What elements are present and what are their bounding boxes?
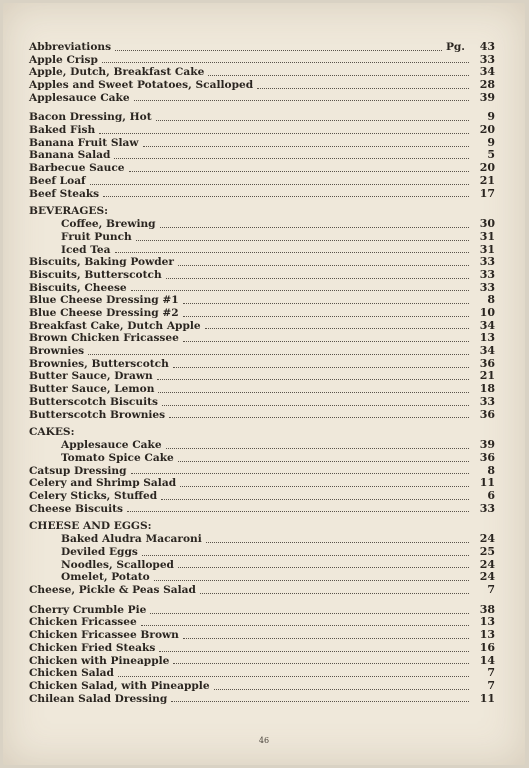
index-entry: [29, 358, 495, 371]
dot-leader: [200, 593, 469, 594]
entry-page-number: 21: [479, 369, 495, 383]
index-entry: [29, 162, 495, 175]
entry-page-number: 33: [479, 255, 495, 269]
dot-leader: [178, 461, 469, 462]
dot-leader: [160, 227, 469, 228]
entry-page-number: 33: [479, 394, 495, 408]
index-entry: [29, 307, 495, 320]
page-abbreviation: Pg.: [445, 40, 465, 53]
index-entry: [29, 256, 495, 269]
entry-page-number: 36: [479, 356, 495, 370]
entry-page-number: 14: [479, 653, 495, 667]
dot-leader: [169, 417, 469, 418]
entry-page-number: 16: [479, 640, 495, 654]
entry-label: Chicken with Pineapple: [29, 654, 170, 667]
entry-page-number: 21: [479, 173, 495, 187]
index-entry: [29, 452, 495, 465]
entry-label: Noodles, Scalloped: [61, 558, 174, 571]
dot-leader: [159, 651, 469, 652]
dot-leader: [257, 88, 469, 89]
entry-label: Banana Fruit Slaw: [29, 136, 139, 149]
entry-label: Baked Fish: [29, 124, 96, 137]
dot-leader: [178, 567, 469, 568]
entry-label: Butterscotch Brownies: [29, 408, 166, 421]
entry-label: Omelet, Potato: [61, 571, 150, 584]
entry-label: Chilean Salad Dressing: [29, 692, 168, 705]
entry-label: Banana Salad: [29, 149, 111, 162]
index-entry: [29, 79, 495, 92]
entry-page-number: 39: [479, 90, 495, 104]
dot-leader: [183, 638, 469, 639]
dot-leader: [142, 555, 469, 556]
dot-leader: [205, 328, 469, 329]
entry-label: Barbecue Sauce: [29, 162, 125, 175]
index-entry: [29, 231, 495, 244]
entry-label: Chicken Fricassee: [29, 616, 137, 629]
index-entry: [29, 477, 495, 490]
dot-leader: [156, 120, 469, 121]
entry-page-number: 36: [479, 407, 495, 421]
entry-label: Beef Loaf: [29, 174, 86, 187]
entry-label: Beef Steaks: [29, 187, 100, 200]
index-entry: [29, 667, 495, 680]
index-entry: [29, 571, 495, 584]
dot-leader: [166, 448, 469, 449]
entry-page-number: 7: [487, 666, 495, 680]
index-entry: [29, 465, 495, 478]
entry-label: Biscuits, Cheese: [29, 281, 127, 294]
entry-label: Cheese Biscuits: [29, 502, 123, 515]
entry-label: Applesauce Cake: [61, 439, 162, 452]
entry-label: Bacon Dressing, Hot: [29, 111, 152, 124]
dot-leader: [115, 252, 469, 253]
entry-page-number: 31: [479, 242, 495, 256]
index-entry: [29, 124, 495, 137]
dot-leader: [103, 196, 469, 197]
entry-page-number: 7: [487, 678, 495, 692]
index-entry: [29, 218, 495, 231]
entry-page-number: 36: [479, 450, 495, 464]
index-entry: [29, 617, 495, 630]
index-entry: [29, 188, 495, 201]
index-entry: [29, 332, 495, 345]
dot-leader: [183, 303, 469, 304]
index-list: [29, 41, 495, 705]
entry-label: Celery and Shrimp Salad: [29, 477, 177, 490]
entry-page-number: 13: [479, 628, 495, 642]
entry-page-number: 9: [487, 110, 495, 124]
index-entry: [29, 244, 495, 257]
dot-leader: [134, 100, 469, 101]
index-entry: [29, 41, 495, 54]
dot-leader: [157, 379, 469, 380]
entry-label: Iced Tea: [61, 243, 111, 256]
entry-label: Chicken Salad: [29, 667, 114, 680]
entry-page-number: 20: [479, 161, 495, 175]
entry-page-number: 34: [479, 318, 495, 332]
entry-page-number: 33: [479, 501, 495, 515]
index-entry: [29, 693, 495, 706]
dot-leader: [208, 75, 469, 76]
entry-page-number: 24: [479, 532, 495, 546]
dot-leader: [131, 290, 469, 291]
group-spacer: [29, 597, 495, 604]
dot-leader: [143, 146, 469, 147]
entry-page-number: 6: [487, 488, 495, 502]
index-entry: [29, 383, 495, 396]
dot-leader: [206, 542, 469, 543]
index-entry: [29, 320, 495, 333]
index-entry: [29, 559, 495, 572]
index-page: [3, 3, 525, 765]
entry-page-number: 8: [487, 293, 495, 307]
entry-label: Blue Cheese Dressing #1: [29, 294, 179, 307]
entry-page-number: 18: [479, 382, 495, 396]
entry-page-number: 33: [479, 280, 495, 294]
dot-leader: [171, 701, 469, 702]
entry-page-number: 17: [479, 186, 495, 200]
dot-leader: [158, 392, 469, 393]
entry-label: Apple, Dutch, Breakfast Cake: [29, 66, 205, 79]
index-entry: [29, 533, 495, 546]
entry-page-number: 5: [487, 148, 495, 162]
entry-label: Brown Chicken Fricassee: [29, 332, 179, 345]
entry-page-number: 38: [479, 602, 495, 616]
dot-leader: [161, 499, 469, 500]
index-entry: [29, 137, 495, 150]
index-entry: [29, 175, 495, 188]
entry-label: Abbreviations: [29, 40, 112, 53]
index-entry: [29, 409, 495, 422]
section-heading-beverages: BEVERAGES:: [29, 205, 109, 218]
index-entry: [29, 439, 495, 452]
entry-page-number: 28: [479, 78, 495, 92]
index-entry: [29, 503, 495, 516]
dot-leader: [136, 240, 469, 241]
entry-page-number: 33: [479, 267, 495, 281]
entry-label: Deviled Eggs: [61, 546, 138, 559]
entry-label: Butter Sauce, Lemon: [29, 383, 155, 396]
dot-leader: [154, 580, 469, 581]
entry-page-number: 10: [479, 306, 495, 320]
entry-page-number: 13: [479, 331, 495, 345]
dot-leader: [115, 50, 442, 51]
entry-label: Brownies, Butterscotch: [29, 357, 169, 370]
entry-label: Blue Cheese Dressing #2: [29, 307, 179, 320]
entry-page-number: 34: [479, 65, 495, 79]
dot-leader: [183, 316, 469, 317]
entry-page-number: 11: [479, 476, 495, 490]
dot-leader: [88, 354, 469, 355]
entry-label: Apples and Sweet Potatoes, Scalloped: [29, 79, 254, 92]
dot-leader: [178, 265, 469, 266]
entry-page-number: 31: [479, 229, 495, 243]
index-entry: [29, 111, 495, 124]
index-entry: [29, 546, 495, 559]
entry-label: Biscuits, Butterscotch: [29, 268, 162, 281]
index-entry: [29, 54, 495, 67]
index-entry: [29, 150, 495, 163]
entry-page-number: 11: [479, 691, 495, 705]
dot-leader: [102, 62, 469, 63]
index-entry: [29, 490, 495, 503]
index-entry: [29, 345, 495, 358]
dot-leader: [166, 278, 469, 279]
index-entry: [29, 294, 495, 307]
index-entry: [29, 642, 495, 655]
entry-label: Chicken Salad, with Pineapple: [29, 679, 210, 692]
dot-leader: [141, 625, 469, 626]
dot-leader: [114, 158, 469, 159]
dot-leader: [118, 676, 469, 677]
dot-leader: [127, 511, 469, 512]
dot-leader: [150, 613, 469, 614]
entry-label: Catsup Dressing: [29, 464, 127, 477]
entry-page-number: 9: [487, 135, 495, 149]
entry-label: Chicken Fried Steaks: [29, 641, 156, 654]
section-heading-cakes: CAKES:: [29, 426, 75, 439]
index-entry: [29, 396, 495, 409]
entry-page-number: 24: [479, 570, 495, 584]
entry-label: Tomato Spice Cake: [61, 451, 174, 464]
dot-leader: [162, 405, 469, 406]
entry-page-number: 7: [487, 583, 495, 597]
index-entry: [29, 604, 495, 617]
entry-page-number: 43: [479, 39, 495, 53]
entry-label: Brownies: [29, 345, 85, 358]
index-entry: [29, 629, 495, 642]
dot-leader: [173, 367, 469, 368]
entry-page-number: 20: [479, 123, 495, 137]
dot-leader: [90, 184, 469, 185]
entry-page-number: 39: [479, 438, 495, 452]
entry-page-number: 25: [479, 545, 495, 559]
index-entry: [29, 655, 495, 668]
entry-label: Apple Crisp: [29, 53, 98, 66]
dot-leader: [129, 171, 469, 172]
entry-page-number: 34: [479, 344, 495, 358]
dot-leader: [131, 473, 469, 474]
dot-leader: [99, 133, 469, 134]
index-entry: [29, 680, 495, 693]
entry-label: Breakfast Cake, Dutch Apple: [29, 319, 201, 332]
entry-page-number: 13: [479, 615, 495, 629]
index-entry: [29, 371, 495, 384]
entry-label: Chicken Fricassee Brown: [29, 629, 179, 642]
entry-label: Fruit Punch: [61, 230, 132, 243]
dot-leader: [183, 341, 469, 342]
index-entry: [29, 269, 495, 282]
entry-page-number: 33: [479, 52, 495, 66]
entry-label: Biscuits, Baking Powder: [29, 256, 174, 269]
index-entry: [29, 282, 495, 295]
page-number: 46: [258, 736, 270, 745]
entry-label: Coffee, Brewing: [61, 218, 156, 231]
dot-leader: [180, 486, 469, 487]
entry-page-number: 30: [479, 217, 495, 231]
entry-label: Butterscotch Biscuits: [29, 395, 158, 408]
entry-label: Butter Sauce, Drawn: [29, 370, 153, 383]
index-entry: [29, 66, 495, 79]
entry-label: Cheese, Pickle & Peas Salad: [29, 584, 196, 597]
entry-label: Applesauce Cake: [29, 91, 130, 104]
entry-label: Celery Sticks, Stuffed: [29, 489, 158, 502]
dot-leader: [173, 663, 469, 664]
index-entry: [29, 584, 495, 597]
entry-page-number: 8: [487, 463, 495, 477]
section-heading-cheese-and-eggs: CHEESE AND EGGS:: [29, 520, 152, 533]
dot-leader: [214, 689, 469, 690]
entry-label: Baked Aludra Macaroni: [61, 533, 202, 546]
index-entry: [29, 92, 495, 105]
group-spacer: [29, 104, 495, 111]
entry-page-number: 24: [479, 557, 495, 571]
entry-label: Cherry Crumble Pie: [29, 603, 147, 616]
